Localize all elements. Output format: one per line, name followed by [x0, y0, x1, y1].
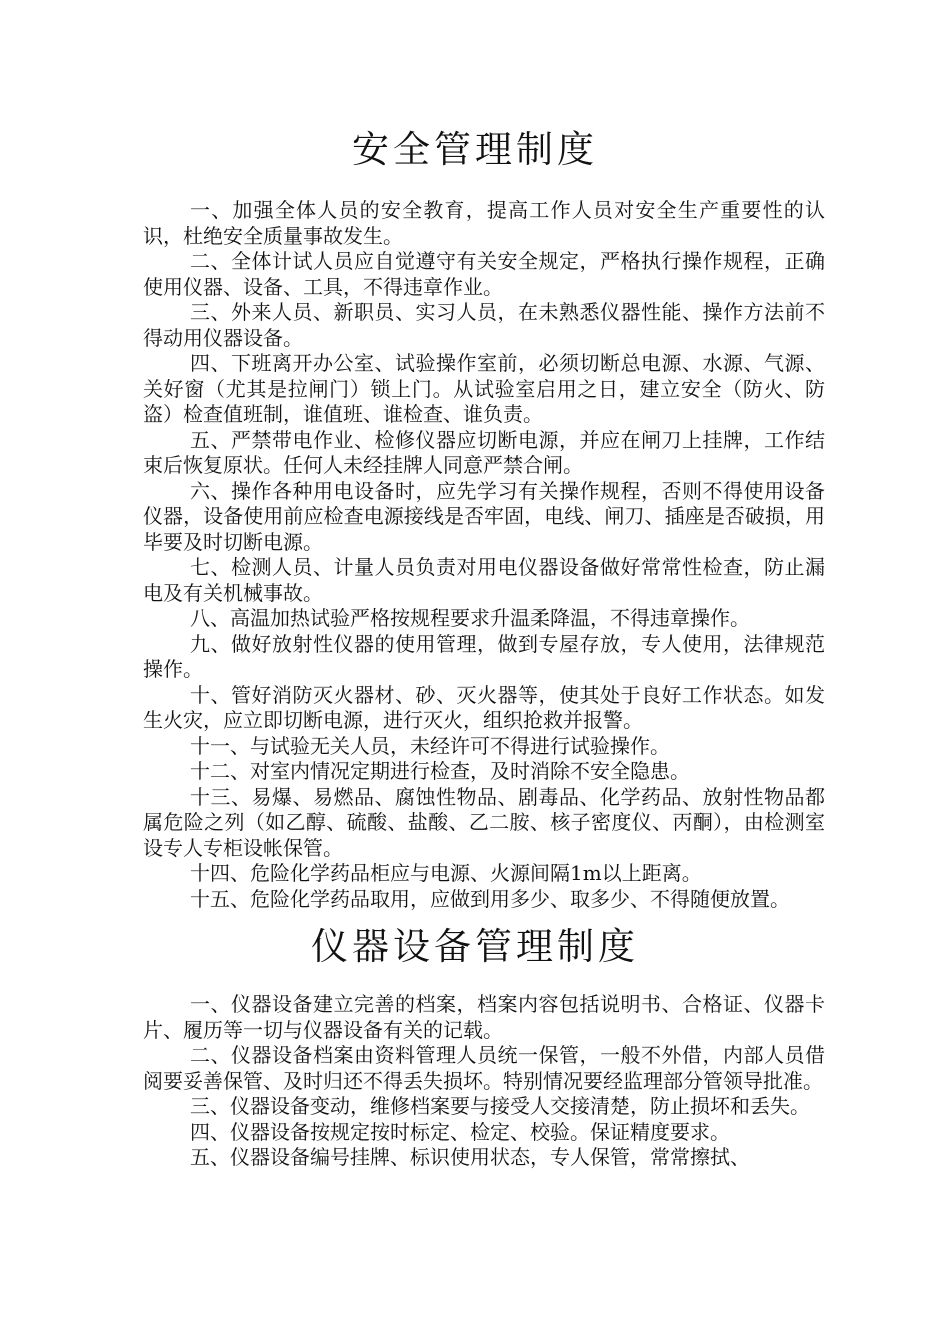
safety-rule-6: 六、操作各种用电设备时，应先学习有关操作规程，否则不得使用设备仪器，设备使用前应检查电源接线是否牢固，电线、闸刀、插座是否破损，用毕要及时切断电源。 [143, 478, 825, 554]
safety-title: 安全管理制度 [352, 128, 598, 171]
equipment-rule-5: 五、仪器设备编号挂牌、标识使用状态，专人保管，常常擦拭、 [190, 1145, 750, 1169]
safety-rule-7: 七、检测人员、计量人员负责对用电仪器设备做好常常性检查，防止漏电及有关机械事故。 [143, 555, 825, 605]
equipment-rule-1: 一、仪器设备建立完善的档案，档案内容包括说明书、合格证、仪器卡片、履历等一切与仪器设备有关的记载。 [143, 992, 825, 1042]
equipment-title: 仪器设备管理制度 [311, 925, 639, 968]
safety-rules-list [143, 198, 825, 912]
safety-rule-8: 八、高温加热试验严格按规程要求升温柔降温，不得违章操作。 [190, 606, 750, 630]
safety-rule-12: 十二、对室内情况定期进行检查，及时消除不安全隐患。 [190, 759, 690, 783]
safety-rule-9: 九、做好放射性仪器的使用管理，做到专屋存放，专人使用，法律规范操作。 [143, 631, 825, 681]
equipment-rules-list [143, 992, 825, 1171]
safety-rule-4: 四、下班离开办公室、试验操作室前，必须切断总电源、水源、气源、关好窗（尤其是拉闸门）锁上门。从试验室启用之日，建立安全（防火、防盗）检查值班制，谁值班、谁检查、谁负责。 [143, 351, 825, 426]
safety-rule-3: 三、外来人员、新职员、实习人员，在未熟悉仪器性能、操作方法前不得动用仪器设备。 [143, 300, 825, 350]
safety-rule-10: 十、管好消防灭火器材、砂、灭火器等，使其处于良好工作状态。如发生火灾，应立即切断电源，进行灭火，组织抢救并报警。 [143, 682, 825, 732]
safety-rule-15: 十五、危险化学药品取用，应做到用多少、取多少、不得随便放置。 [190, 886, 790, 911]
equipment-rule-3: 三、仪器设备变动，维修档案要与接受人交接清楚，防止损坏和丢失。 [190, 1094, 810, 1118]
equipment-rule-4: 四、仪器设备按规定按时标定、检定、校验。保证精度要求。 [190, 1119, 730, 1144]
safety-rule-2: 二、全体计试人员应自觉遵守有关安全规定，严格执行操作规程，正确使用仪器、设备、工具，不得违章作业。 [143, 249, 825, 299]
safety-rule-5: 五、严禁带电作业、检修仪器应切断电源，并应在闸刀上挂牌，工作结束后恢复原状。任何人未经挂牌人同意严禁合闸。 [143, 427, 825, 477]
safety-rule-13: 十三、易爆、易燃品、腐蚀性物品、剧毒品、化学药品、放射性物品都属危险之列（如乙醇、硫酸、盐酸、乙二胺、核子密度仪、丙酮），由检测室设专人专柜设帐保管。 [143, 784, 825, 860]
safety-rule-11: 十一、与试验无关人员，未经许可不得进行试验操作。 [190, 733, 670, 758]
safety-rule-1: 一、加强全体人员的安全教育，提高工作人员对安全生产重要性的认识，杜绝安全质量事故发生。 [143, 198, 825, 248]
safety-rule-14: 十四、危险化学药品柜应与电源、火源间隔1m以上距离。 [190, 861, 702, 885]
equipment-rule-2: 二、仪器设备档案由资料管理人员统一保管，一般不外借，内部人员借阅要妥善保管、及时归还不得丢失损坏。特别情况要经监理部分管领导批准。 [143, 1043, 825, 1093]
